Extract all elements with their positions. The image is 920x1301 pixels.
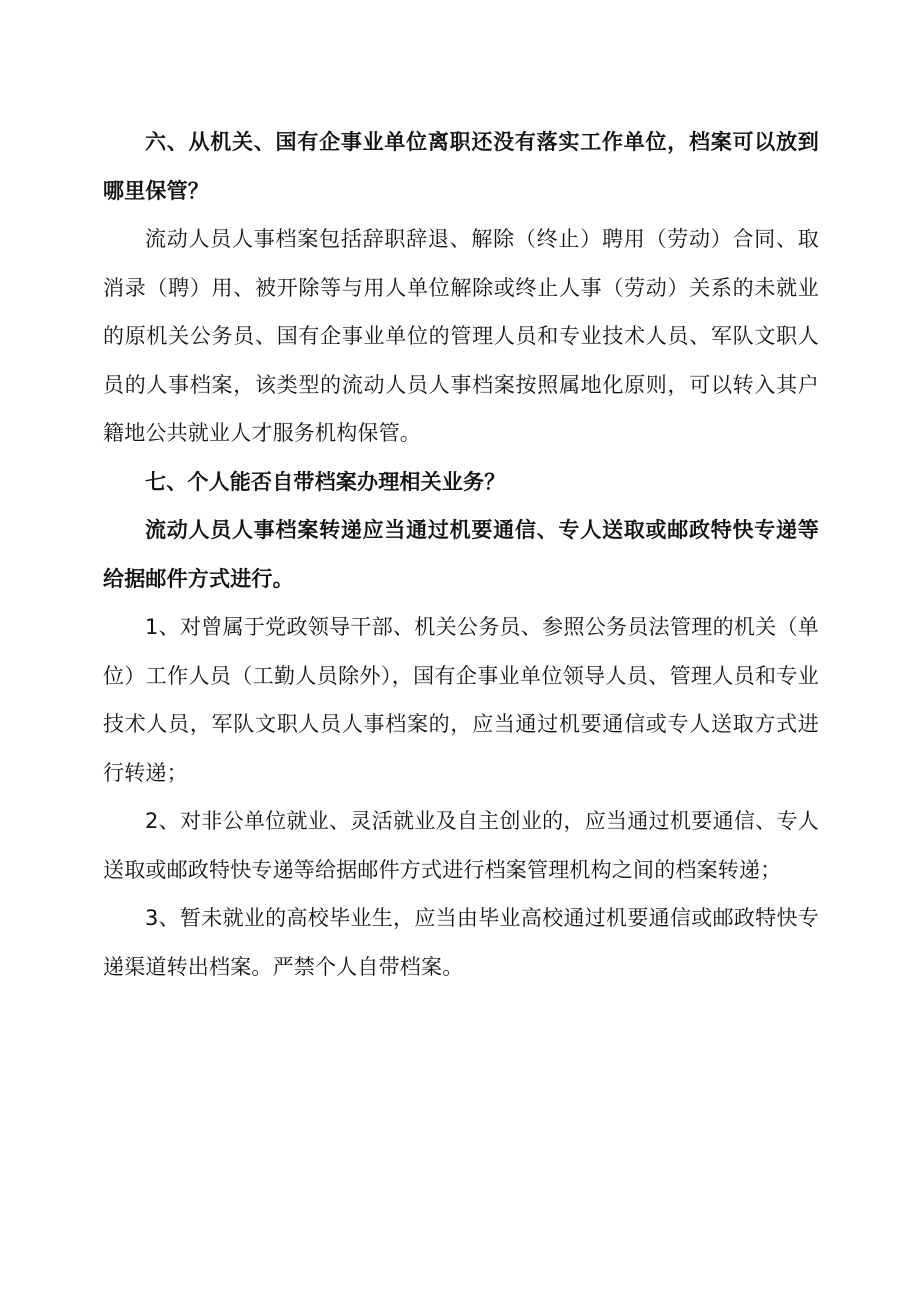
section-6-paragraph: 流动人员人事档案包括辞职辞退、解除（终止）聘用（劳动）合同、取消录（聘）用、被开除等与用人单位解除或终止人事（劳动）关系的未就业的原机关公务员、国有企事业单位的管理人员和专业技术人员、军队文职人员的人事档案，该类型的流动人员人事档案按照属地化原则，可以转入其户籍地公共就业人才服务机构保管。 [103, 227, 819, 445]
document-body [103, 118, 819, 991]
section-7-heading: 七、个人能否自带档案办理相关业务？ [145, 469, 506, 494]
section-7-item-2: 2、对非公单位就业、灵活就业及自主创业的，应当通过机要通信、专人送取或邮政特快专递等给据邮件方式进行档案管理机构之间的档案转递； [103, 809, 819, 882]
section-6-heading: 六、从机关、国有企事业单位离职还没有落实工作单位，档案可以放到哪里保管？ [103, 130, 819, 203]
section-7-bold-paragraph: 流动人员人事档案转递应当通过机要通信、专人送取或邮政特快专递等给据邮件方式进行。 [103, 518, 819, 591]
section-7-item-3: 3、暂未就业的高校毕业生，应当由毕业高校通过机要通信或邮政特快专递渠道转出档案。严禁个人自带档案。 [103, 906, 819, 979]
section-7-item-1: 1、对曾属于党政领导干部、机关公务员、参照公务员法管理的机关（单位）工作人员（工勤人员除外），国有企事业单位领导人员、管理人员和专业技术人员，军队文职人员人事档案的，应当通过机要通信或专人送取方式进行转递； [103, 615, 819, 785]
